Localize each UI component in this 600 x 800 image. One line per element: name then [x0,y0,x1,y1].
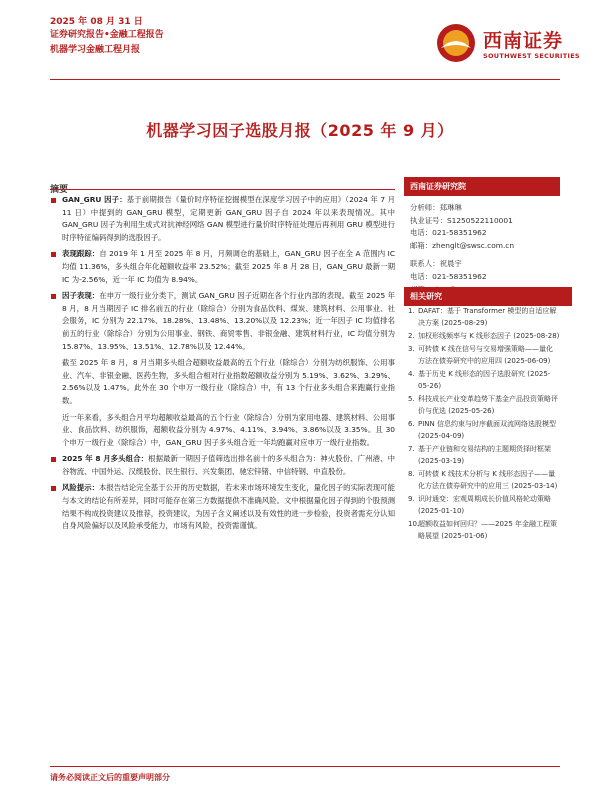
analyst-panel [404,177,560,296]
header-divider [50,79,560,80]
related-research-heading: 相关研究 [404,287,572,306]
related-report-link[interactable]: 1. DAFAT：基于 Transformer 模型的自适应解决方案 (2025-08-29) [408,307,557,327]
abstract-bullet [50,248,395,286]
related-report-link[interactable]: 9. 识时通变：宏观周期成长价值风格轮动策略 (2025-01-10) [408,495,551,515]
abstract-body [50,189,395,537]
institute-heading: 西南证券研究院 [404,177,560,196]
abstract-paragraph: 截至 2025 年 8 月，8 月当期多头组合超额收益最高的五个行业（除综合）分别为纺织服饰、公用事业、汽车、非银金融、医药生物，多头组合相对行业指数超额收益分别为 5.19%、3.62%、3.29%、2.56%以及 1.47%。此外在 30 个申万一级行业（除综合）中，有 13 个行业多头组合来跑赢行业指数。 [62,358,395,405]
related-research-list [404,305,560,543]
abstract-bullet [50,482,395,532]
logo-mark-icon [435,22,477,64]
report-type: 证券研究报告•金融工程报告 [50,30,164,40]
bullet-head: 表现跟踪： [62,249,100,259]
analyst-cert: 执业证号：S1250522110001 [410,215,513,225]
bullet-head: 2025 年 8 月多头组合： [62,454,149,464]
logo-name-cn: 西南证券 [483,30,564,52]
analyst-email[interactable]: 邮箱：zhenglt@swsc.com.cn [410,240,515,250]
bullet-text: 基于前期报告《量价时序特征挖掘模型在深度学习因子中的应用》（2024 年 7 月 11 日）中提到的 GAN_GRU 模型，定期更新 GAN_GRU 因子自 2024 年以来表现情况。其中 GAN_GRU 因子为利用生成式对抗神经网络 GAN 模型进行量价时序特征处理后再利用 GRU 模型进行时序特征编码得到的选股因子。 [62,195,395,242]
bullet-icon [51,294,56,299]
logo-name-en: SOUTHWEST SECURITIES [483,52,580,60]
bullet-head: 因子表现： [62,291,100,301]
bullet-icon [51,486,56,491]
related-report-link[interactable]: 8. 可转债 K 线技术分析与 K 线形态因子——量化方法在债券研究中的应用三 (2025-03-14) [408,470,558,490]
bullet-head: 风险提示： [62,483,99,493]
bullet-icon [51,252,56,257]
bullet-text: 根据最新一期因子值筛选出排名前十的多头组合为：神火股份、广州港、中谷物流、中国外运、汉缆股份、民生银行、兴发集团、驰宏锌锗、中信特钢、中直股份。 [62,454,395,476]
report-title: 机器学习因子选股月报（2025 年 9 月） [146,121,454,140]
report-series: 机器学习金融工程月报 [50,45,141,55]
bullet-icon [51,457,56,462]
analyst-info [404,196,560,296]
related-report-link[interactable]: 10. 超额收益如何回归？——2025 年金融工程策略展望 (2025-01-06) [408,520,558,540]
bullet-text: 本报告结论完全基于公开的历史数据，若未来市场环境发生变化，量化因子的实际表现可能与本文的结论有所差异，同时可能存在第三方数据提供不准确风险。文中根据量化因子得到的个股预测结果不构成投资建议及推荐，投资建议，为因子含义阐述以及有效性的进一步检验，投资者需充分认知自身风险偏好以及风险承受能力，市场有风险，投资需谨慎。 [62,483,395,531]
footer-disclaimer: 请务必阅读正文后的重要声明部分 [50,773,170,782]
abstract-paragraph: 近一年来看，多头组合月平均超额收益最高的五个行业（除综合）分别为家用电器、建筑材料、公用事业、食品饮料、纺织服饰，超额收益分别为 4.97%、4.11%、3.94%、3.86%以及 3.35%。且 30 个申万一级行业（除综合）中，GAN_GRU 因子多头组合近一年均跑赢对应申万一级行业指数。 [62,412,395,447]
bullet-text: 在申万一级行业分类下，测试 GAN_GRU 因子近期在各个行业内部的表现。截至 2025 年 8 月，8 月当期因子 IC 排名前五的行业（除综合）分别为食品饮料、煤炭、建筑材料、公用事业、社会服务，IC 分别为 22.17%、18.28%、13.48%、13.20%以及 12.23%；近一年因子 IC 均值排名前五的行业（除综合）分别为公用事业、钢铁、商贸零售、非银金融、建筑材料行业，IC 均值分别为 15.87%、13.95%、13.51%、12.78%以及 12.44%。 [62,291,395,351]
related-report-link[interactable]: 2. 加权形线频率与 K 线形态因子 (2025-08-28) [408,332,560,340]
related-report-link[interactable]: 4. 基于历史 K 线形态的因子选股研究 (2025-05-26) [408,370,551,390]
abstract-bullet [50,290,395,353]
abstract-bullet [50,194,395,244]
related-report-link[interactable]: 5. 科技成长产业变革趋势下基金产品投资策略评价与优选 (2025-05-26) [408,395,558,415]
related-report-link[interactable]: 3. 可转债 K 线在信号与交易增强策略——量化方法在债券研究中的应用四 (2025-06-09) [408,345,554,365]
analyst-phone: 电话：021-58351962 [410,228,487,238]
report-date: 2025 年 08 月 31 日 [50,17,143,27]
bullet-text: 自 2019 年 1 月至 2025 年 8 月，月频调仓的基础上，GAN_GRU 因子在全 A 范围内 IC 均值 11.36%，多头组合年化超额收益率 23.52%；截至 2025 年 8 月 28 日，GAN_GRU 最新一期 IC 为-2.56%，近一年 IC 均值为 8.94%。 [62,249,395,284]
abstract-label: 摘要 [50,185,69,195]
related-report-link[interactable]: 6. PINN 信息约束与时序截面双流网络选股模型 (2025-04-09) [408,420,556,440]
footer-divider [50,766,560,767]
bullet-icon [51,198,56,203]
company-logo [435,22,590,68]
related-report-link[interactable]: 7. 基于产业链和交易结构的主题期货择时框架 (2025-03-19) [408,445,551,465]
contact-phone: 电话：021-58351962 [410,271,487,281]
contact-name: 联系人：祝晨宇 [410,259,462,269]
analyst-name: 分析师：郑琳琳 [410,203,462,212]
abstract-bullet [50,453,395,478]
bullet-head: GAN_GRU 因子： [62,195,127,204]
